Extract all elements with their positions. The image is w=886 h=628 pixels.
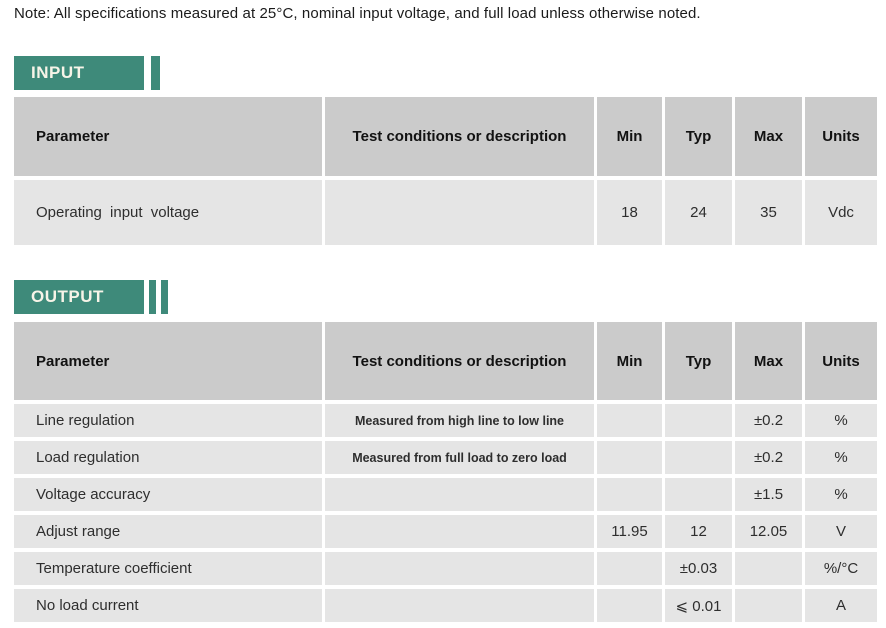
output-section-badge bbox=[14, 280, 144, 314]
col-header-typ: Typ bbox=[665, 322, 732, 400]
condition-cell: Measured from full load to zero load bbox=[325, 441, 594, 474]
col-header-parameter: Parameter bbox=[14, 97, 322, 176]
min-cell: 18 bbox=[597, 180, 662, 245]
col-header-parameter: Parameter bbox=[14, 322, 322, 400]
output-section-title: OUTPUT bbox=[31, 287, 104, 306]
max-cell bbox=[735, 552, 802, 585]
condition-cell bbox=[325, 552, 594, 585]
min-cell bbox=[597, 552, 662, 585]
col-header-units: Units bbox=[805, 322, 877, 400]
output-spec-table bbox=[14, 322, 877, 622]
units-cell: %/°C bbox=[805, 552, 877, 585]
accent-bar bbox=[149, 280, 156, 314]
condition-cell bbox=[325, 515, 594, 548]
min-cell: 11.95 bbox=[597, 515, 662, 548]
typ-cell bbox=[665, 478, 732, 511]
condition-cell: Measured from high line to low line bbox=[325, 404, 594, 437]
typ-cell: 24 bbox=[665, 180, 732, 245]
note-text: Note: All specifications measured at 25°C, nominal input voltage, and full load unless otherwise noted. bbox=[14, 5, 701, 22]
col-header-max: Max bbox=[735, 322, 802, 400]
input-section-header bbox=[14, 56, 160, 90]
col-header-typ: Typ bbox=[665, 97, 732, 176]
typ-cell bbox=[665, 404, 732, 437]
col-header-units: Units bbox=[805, 97, 877, 176]
condition-cell bbox=[325, 180, 594, 245]
param-cell: Adjust range bbox=[14, 515, 322, 548]
param-cell: No load current bbox=[14, 589, 322, 622]
units-cell: % bbox=[805, 478, 877, 511]
typ-cell bbox=[665, 441, 732, 474]
max-cell: 35 bbox=[735, 180, 802, 245]
input-spec-table bbox=[14, 97, 877, 245]
typ-cell: 12 bbox=[665, 515, 732, 548]
input-section-title: INPUT bbox=[31, 63, 85, 82]
param-cell: Load regulation bbox=[14, 441, 322, 474]
param-cell: Temperature coefficient bbox=[14, 552, 322, 585]
units-cell: A bbox=[805, 589, 877, 622]
max-cell bbox=[735, 589, 802, 622]
typ-cell: ⩽ 0.01 bbox=[665, 589, 732, 622]
col-header-min: Min bbox=[597, 97, 662, 176]
param-cell: Line regulation bbox=[14, 404, 322, 437]
accent-bar bbox=[151, 56, 160, 90]
max-cell: ±1.5 bbox=[735, 478, 802, 511]
units-cell: V bbox=[805, 515, 877, 548]
col-header-conditions: Test conditions or description bbox=[325, 322, 594, 400]
param-cell: Operating input voltage bbox=[14, 180, 322, 245]
max-cell: ±0.2 bbox=[735, 404, 802, 437]
condition-cell bbox=[325, 589, 594, 622]
min-cell bbox=[597, 441, 662, 474]
min-cell bbox=[597, 478, 662, 511]
units-cell: % bbox=[805, 404, 877, 437]
min-cell bbox=[597, 404, 662, 437]
col-header-min: Min bbox=[597, 322, 662, 400]
max-cell: 12.05 bbox=[735, 515, 802, 548]
typ-cell: ±0.03 bbox=[665, 552, 732, 585]
col-header-conditions: Test conditions or description bbox=[325, 97, 594, 176]
condition-cell bbox=[325, 478, 594, 511]
input-section-badge bbox=[14, 56, 144, 90]
accent-bar bbox=[161, 280, 168, 314]
param-cell: Voltage accuracy bbox=[14, 478, 322, 511]
output-section-header bbox=[14, 280, 168, 314]
min-cell bbox=[597, 589, 662, 622]
max-cell: ±0.2 bbox=[735, 441, 802, 474]
units-cell: Vdc bbox=[805, 180, 877, 245]
units-cell: % bbox=[805, 441, 877, 474]
col-header-max: Max bbox=[735, 97, 802, 176]
